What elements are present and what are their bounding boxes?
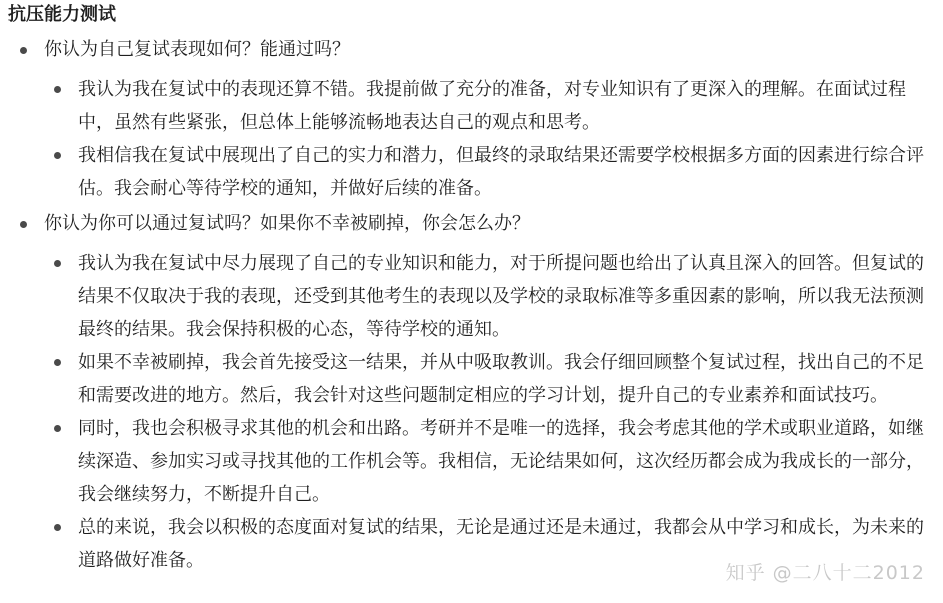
bullet-icon	[20, 221, 27, 228]
question-block	[0, 210, 930, 577]
watermark-text: 知乎 @二八十二2012	[725, 562, 925, 584]
bullet-icon	[54, 260, 61, 267]
bullet-icon	[54, 524, 61, 531]
question-item	[0, 36, 930, 64]
bullet-icon	[20, 47, 27, 54]
answer-item	[0, 346, 930, 412]
answer-item	[0, 412, 930, 511]
answer-item	[0, 247, 930, 346]
bullet-icon	[54, 152, 61, 159]
bullet-icon	[54, 359, 61, 366]
answer-text: 我认为我在复试中尽力展现了自己的专业知识和能力，对于所提问题也给出了认真且深入的回答。但复试的结果不仅取决于我的表现，还受到其他考生的表现以及学校的录取标准等多重因素的影响，所以我无法预测最终的结果。我会保持积极的心态，等待学校的通知。	[78, 253, 924, 340]
question-item	[0, 210, 930, 238]
answer-text: 同时，我也会积极寻求其他的机会和出路。考研并不是唯一的选择，我会考虑其他的学术或职业道路，如继续深造、参加实习或寻找其他的工作机会等。我相信，无论结果如何，这次经历都会成为我成长的一部分，我会继续努力，不断提升自己。	[78, 418, 924, 505]
question-text: 你认为自己复试表现如何？能通过吗？	[44, 39, 350, 60]
page-title: 抗压能力测试	[8, 4, 116, 25]
question-text: 你认为你可以通过复试吗？如果你不幸被刷掉，你会怎么办？	[44, 213, 530, 234]
answer-item	[0, 73, 930, 139]
answer-text: 总的来说，我会以积极的态度面对复试的结果，无论是通过还是未通过，我都会从中学习和成长，为未来的道路做好准备。	[78, 517, 924, 571]
answer-text: 我认为我在复试中的表现还算不错。我提前做了充分的准备，对专业知识有了更深入的理解。在面试过程中，虽然有些紧张，但总体上能够流畅地表达自己的观点和思考。	[78, 79, 906, 133]
answer-text: 我相信我在复试中展现出了自己的实力和潜力，但最终的录取结果还需要学校根据多方面的因素进行综合评估。我会耐心等待学校的通知，并做好后续的准备。	[78, 145, 924, 199]
question-block	[0, 36, 930, 205]
bullet-icon	[54, 86, 61, 93]
bullet-icon	[54, 425, 61, 432]
answer-item	[0, 139, 930, 205]
answer-text: 如果不幸被刷掉，我会首先接受这一结果，并从中吸取教训。我会仔细回顾整个复试过程，找出自己的不足和需要改进的地方。然后，我会针对这些问题制定相应的学习计划，提升自己的专业素养和面试技巧。	[78, 352, 924, 406]
